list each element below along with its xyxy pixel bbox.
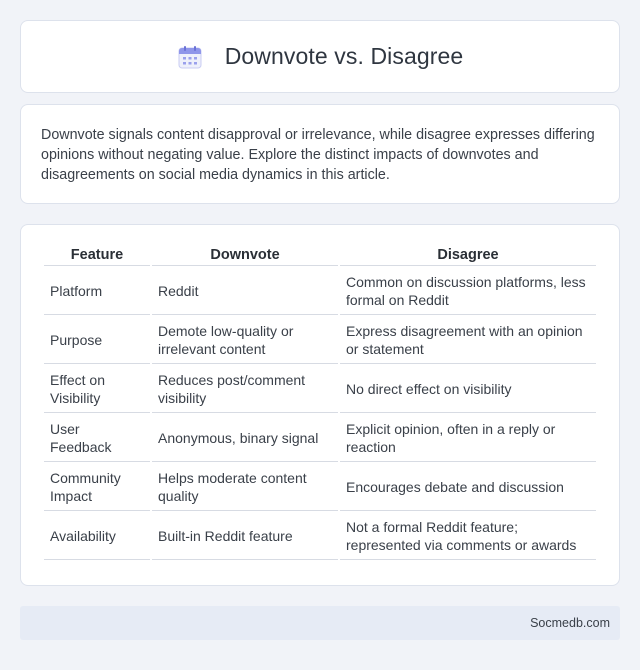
feature-cell: Community Impact <box>44 464 150 511</box>
disagree-cell: Common on discussion platforms, less formal on Reddit <box>340 268 596 315</box>
disagree-cell: Express disagreement with an opinion or statement <box>340 317 596 364</box>
footer <box>20 606 620 640</box>
intro-text: Downvote signals content disapproval or irrelevance, while disagree expresses differing opinions without negating value. Explore the distinct impacts of downvotes and disagreements on social media dynamics in this article. <box>41 127 595 183</box>
downvote-cell: Reddit <box>152 268 338 315</box>
table-row <box>44 317 596 364</box>
feature-cell: User Feedback <box>44 415 150 462</box>
comparison-table <box>42 243 598 562</box>
table-row <box>44 366 596 413</box>
disagree-cell: Not a formal Reddit feature; represented via comments or awards <box>340 513 596 560</box>
table-row <box>44 268 596 315</box>
comparison-table-card <box>20 224 620 586</box>
footer-site-link[interactable]: Socmedb.com <box>530 616 610 630</box>
feature-cell: Platform <box>44 268 150 315</box>
feature-cell: Purpose <box>44 317 150 364</box>
downvote-cell: Helps moderate content quality <box>152 464 338 511</box>
table-row <box>44 464 596 511</box>
disagree-cell: No direct effect on visibility <box>340 366 596 413</box>
table-row <box>44 513 596 560</box>
disagree-cell: Explicit opinion, often in a reply or reaction <box>340 415 596 462</box>
column-header-disagree: Disagree <box>340 245 596 266</box>
downvote-cell: Anonymous, binary signal <box>152 415 338 462</box>
downvote-cell: Reduces post/comment visibility <box>152 366 338 413</box>
column-header-downvote: Downvote <box>152 245 338 266</box>
title-card <box>20 20 620 93</box>
downvote-cell: Built-in Reddit feature <box>152 513 338 560</box>
page-title: Downvote vs. Disagree <box>224 43 464 69</box>
feature-cell: Effect on Visibility <box>44 366 150 413</box>
disagree-cell: Encourages debate and discussion <box>340 464 596 511</box>
feature-cell: Availability <box>44 513 150 560</box>
table-header-row <box>44 245 596 266</box>
table-row <box>44 415 596 462</box>
downvote-cell: Demote low-quality or irrelevant content <box>152 317 338 364</box>
intro-card <box>20 104 620 204</box>
column-header-feature: Feature <box>44 245 150 266</box>
calendar-icon <box>177 44 203 70</box>
